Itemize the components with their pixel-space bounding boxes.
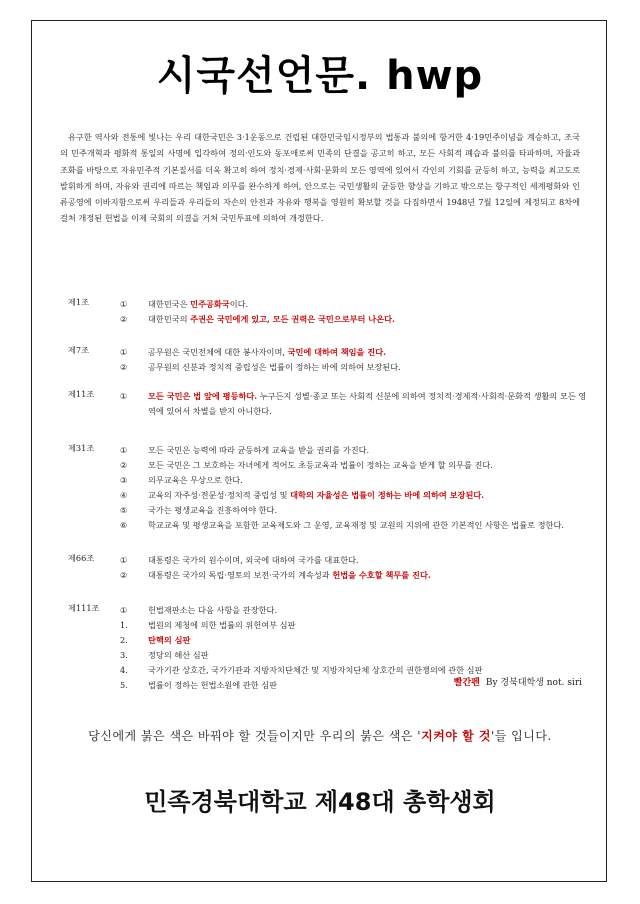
closing-statement <box>0 727 640 744</box>
clause-number: ③ <box>120 475 128 485</box>
credit-text: By 경북대학생 not. siri <box>485 678 582 688</box>
article-clause <box>120 648 588 663</box>
clause-text <box>148 553 588 568</box>
clause-text-part: 대한민국은 <box>148 299 191 309</box>
article-clause <box>120 443 588 458</box>
clause-number: ① <box>120 605 128 615</box>
constitution-preamble: 유구한 역사와 전통에 빛나는 우리 대한국민은 3·1운동으로 건립된 대한민국임시정부의 법통과 불의에 항거한 4·19민주이념을 계승하고, 조국의 민주개혁과 평화적 통일의 사명에 입각하여 정의·인도와 동포애로써 민족의 단결을 공고히 하고, 모든 사회적 폐습과 불의를 타파하며, 자율과 조화를 바탕으로 자유민주적 기본질서를 더욱 확고히 하여 정치·경제·사회·문화의 모든 영역에 있어서 각인의 기회를 균등히 하고, 능력을 최고도로 발휘하게 하며, 자유와 권리에 따르는 책임과 의무를 완수하게 하여, 안으로는 국민생활의 균등한 향상을 기하고 밖으로는 항구적인 세계평화와 인류공영에 이바지함으로써 우리들과 우리들의 자손의 안전과 자유와 행복을 영원히 확보할 것을 다짐하면서 1948년 7월 12일에 제정되고 8차에 걸쳐 개정된 헌법을 이제 국회의 의결을 거쳐 국민투표에 의하여 개정한다. <box>60 132 580 224</box>
clause-text <box>148 518 588 533</box>
footer-organization: 민족경북대학교 제48대 총학생회 <box>144 788 496 816</box>
clause-text <box>148 603 588 618</box>
clause-text <box>148 297 588 312</box>
clause-number: ① <box>120 347 128 357</box>
article-clause <box>120 633 588 648</box>
clause-number: 2. <box>120 635 128 645</box>
article-clause <box>120 518 588 533</box>
clause-text <box>148 345 588 360</box>
clause-text <box>148 360 588 375</box>
article-clause <box>120 312 588 327</box>
article-block <box>68 345 588 375</box>
closing-emphasis: 지켜야 할 것 <box>421 729 491 743</box>
credit-name: 빨간펜 <box>453 678 480 688</box>
clause-text-part: 국가는 평생교육을 진흥하여야 한다. <box>148 505 278 515</box>
article-clause <box>120 297 588 312</box>
clause-number: ① <box>120 391 128 401</box>
clause-number: ④ <box>120 490 128 500</box>
emphasized-text: 모든 국민은 법 앞에 평등하다. <box>148 391 258 401</box>
clause-number: 3. <box>120 650 128 660</box>
clause-text-part: 모든 국민은 그 보호하는 자녀에게 적어도 초등교육과 법률이 정하는 교육을 받게 할 의무를 진다. <box>148 460 493 470</box>
clause-text-part: 학교교육 및 평생교육을 포함한 교육제도와 그 운영, 교육재정 및 교원의 지위에 관한 기본적인 사항은 법률로 정한다. <box>148 520 564 530</box>
clause-text-part: 이다. <box>229 299 249 309</box>
document-title: 시국선언문. hwp <box>156 53 484 99</box>
clause-text-part: 국가기관 상호간, 국가기관과 지방자치단체간 및 지방자치단체 상호간의 권한쟁의에 관한 심판 <box>148 665 483 675</box>
clause-text <box>148 312 588 327</box>
emphasized-text: 헌법을 수호할 책무를 진다. <box>332 570 431 580</box>
clause-number: 4. <box>120 665 128 675</box>
clause-text <box>148 458 588 473</box>
clause-text-part: 모든 국민은 능력에 따라 균등하게 교육을 받을 권리를 가진다. <box>148 445 370 455</box>
emphasized-text: 주권은 국민에게 있고, 모든 권력은 국민으로부터 나온다. <box>190 314 395 324</box>
article-label: 제111조 <box>68 603 100 613</box>
clause-text-part: 대통령은 국가의 원수이며, 외국에 대하여 국가를 대표한다. <box>148 555 359 565</box>
clause-text <box>148 648 588 663</box>
author-credit <box>454 675 582 688</box>
article-clause <box>120 488 588 503</box>
article-clause <box>120 603 588 618</box>
clause-text-part: 법률이 정하는 헌법소원에 관한 심판 <box>148 680 278 690</box>
clause-text-part: 정당의 해산 심판 <box>148 650 209 660</box>
clause-text <box>148 568 588 583</box>
clause-text <box>148 443 588 458</box>
clause-text <box>148 618 588 633</box>
article-clause <box>120 473 588 488</box>
article-clause <box>120 553 588 568</box>
clause-text <box>148 473 588 488</box>
article-block <box>68 297 588 327</box>
article-clause <box>120 458 588 473</box>
clause-text-part: 대한민국의 <box>148 314 191 324</box>
clause-number: 5. <box>120 680 128 690</box>
article-clause <box>120 389 588 419</box>
clause-text <box>148 488 588 503</box>
clause-text <box>148 633 588 648</box>
article-block <box>68 553 588 583</box>
clause-number: ① <box>120 299 128 309</box>
clause-number: ② <box>120 460 128 470</box>
clause-text-part: 교육의 자주성·전문성·정치적 중립성 및 <box>148 490 291 500</box>
clause-number: ② <box>120 570 128 580</box>
clause-text-part: 대통령은 국가의 독립·영토의 보전·국가의 계속성과 <box>148 570 333 580</box>
emphasized-text: 국민에 대하여 책임을 진다. <box>287 347 386 357</box>
clause-number: ① <box>120 445 128 455</box>
article-block <box>68 443 588 533</box>
clause-text-part: 의무교육은 무상으로 한다. <box>148 475 243 485</box>
article-label: 제66조 <box>68 553 95 563</box>
article-label: 제11조 <box>68 389 95 399</box>
article-clause <box>120 360 588 375</box>
closing-after: '들 입니다. <box>490 729 552 743</box>
closing-before: 당신에게 붉은 색은 바꿔야 할 것들이지만 우리의 붉은 색은 ' <box>88 729 422 743</box>
emphasized-text: 탄핵의 심판 <box>148 635 191 645</box>
emphasized-text: 민주공화국 <box>190 299 230 309</box>
clause-text-part: 법원의 제청에 의한 법률의 위헌여부 심판 <box>148 620 296 630</box>
article-label: 제31조 <box>68 443 95 453</box>
clause-number: ⑤ <box>120 505 128 515</box>
clause-text-part: 헌법재판소는 다음 사항을 관장한다. <box>148 605 278 615</box>
clause-number: ⑥ <box>120 520 128 530</box>
article-clause <box>120 618 588 633</box>
article-clause <box>120 345 588 360</box>
clause-text <box>148 503 588 518</box>
article-label: 제7조 <box>68 345 90 355</box>
clause-number: ② <box>120 362 128 372</box>
clause-text <box>148 389 588 419</box>
clause-text-part: 공무원은 국민전체에 대한 봉사자이며, <box>148 347 288 357</box>
articles-list <box>68 297 588 693</box>
emphasized-text: 대학의 자율성은 법률이 정하는 바에 의하여 보장된다. <box>290 490 485 500</box>
clause-number: ① <box>120 555 128 565</box>
clause-text-part: 공무원의 신분과 정치적 중립성은 법률이 정하는 바에 의하여 보장된다. <box>148 362 401 372</box>
article-label: 제1조 <box>68 297 90 307</box>
article-block <box>68 389 588 419</box>
clause-number: 1. <box>120 620 128 630</box>
article-clause <box>120 503 588 518</box>
clause-number: ② <box>120 314 128 324</box>
clause-text-part: 누구든지 성별·종교 또는 사회적 신분에 의하여 정치적·경제적·사회적·문화적 생활의 모든 영역에 있어서 차별을 받지 아니한다. <box>148 391 587 416</box>
article-clause <box>120 568 588 583</box>
